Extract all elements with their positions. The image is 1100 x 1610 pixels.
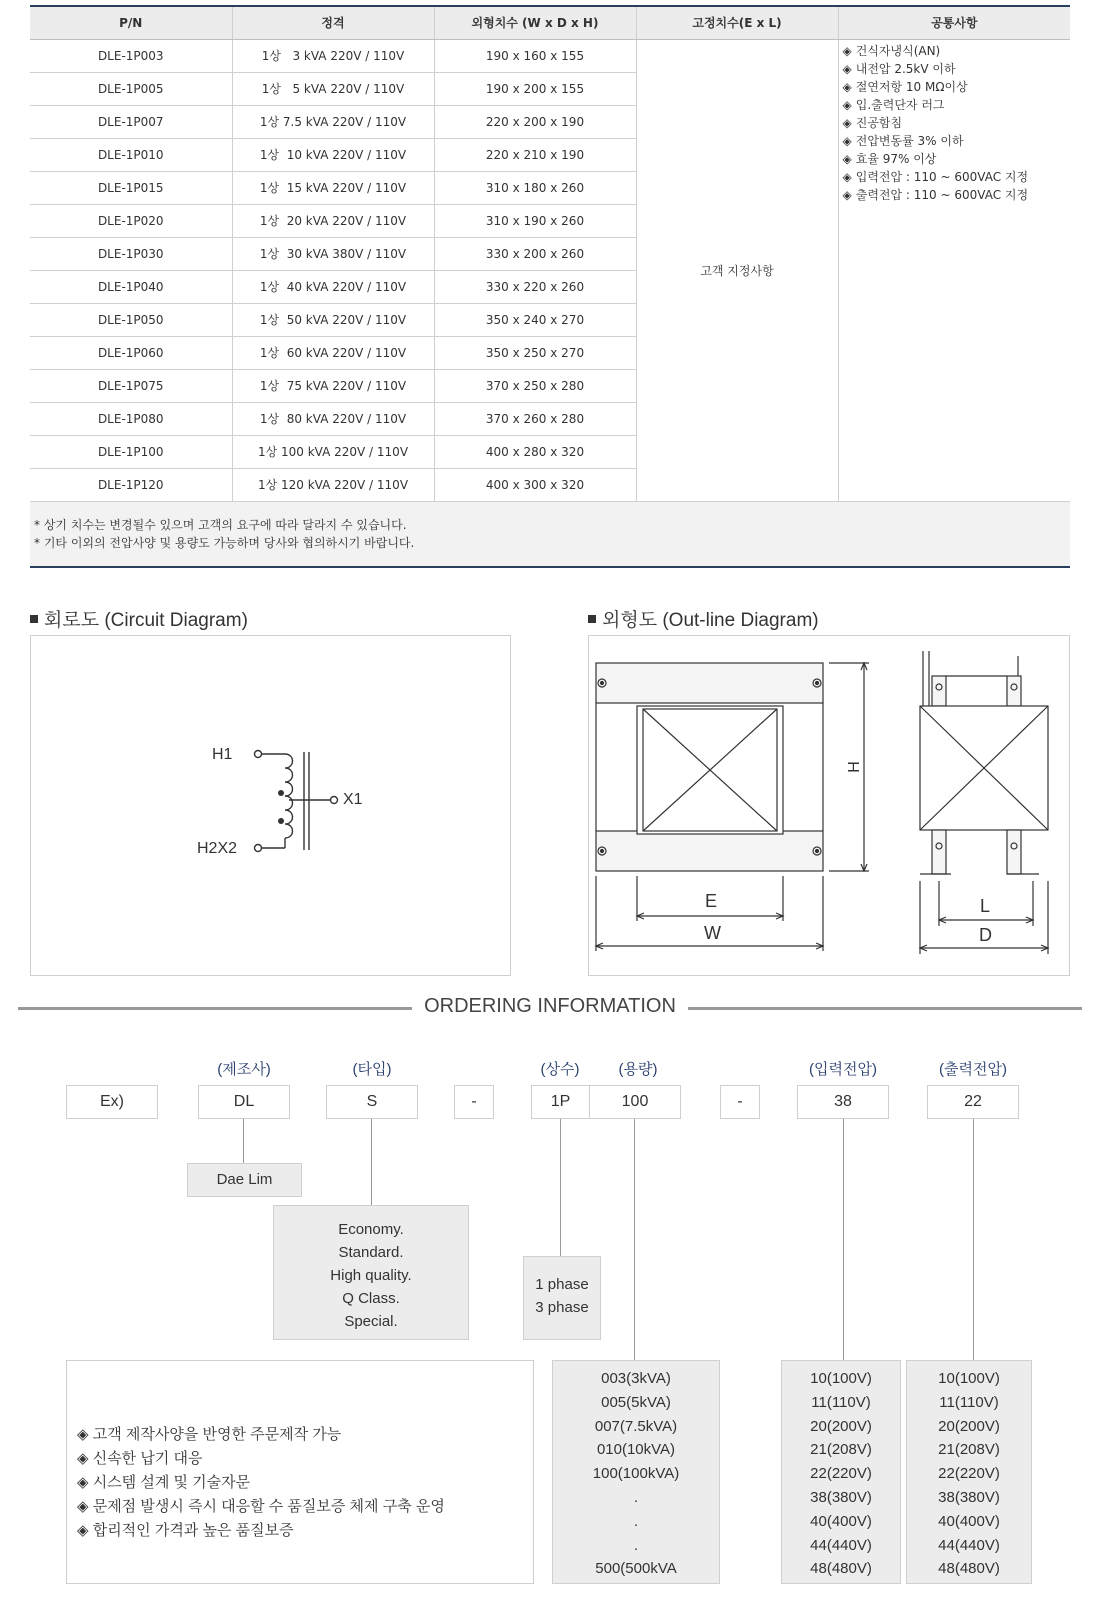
cell-pn: DLE-1P060 (30, 336, 232, 369)
diamond-bullet-icon: ◈ (842, 61, 852, 76)
input-voltage-list-box (781, 1360, 901, 1584)
input-voltage-item: 48(480V) (810, 1560, 872, 1578)
output-voltage-item: 44(440V) (938, 1536, 1000, 1554)
diamond-bullet-icon: ◈ (842, 97, 852, 112)
cell-dimensions: 310 x 180 x 260 (434, 171, 636, 204)
diamond-bullet-icon: ◈ (842, 133, 852, 148)
cell-common (838, 39, 1070, 501)
code-dash: - (454, 1085, 494, 1119)
cell-pn: DLE-1P100 (30, 435, 232, 468)
label-l: L (980, 896, 991, 916)
h2x2-terminal-icon (255, 845, 262, 852)
feature-item: ◈ 시스템 설계 및 기술자문 (77, 1474, 251, 1491)
primary-coil-icon (285, 754, 293, 796)
cell-dimensions: 350 x 240 x 270 (434, 303, 636, 336)
common-item (843, 60, 1071, 78)
cell-rating: 1상 3 kVA 220V / 110V (232, 39, 434, 72)
features-box (66, 1360, 534, 1584)
input-voltage-item: 44(440V) (810, 1536, 872, 1554)
cell-fixed-dimensions: 고객 지정사항 (636, 39, 838, 501)
ordering-title (0, 995, 1100, 1018)
cell-dimensions: 350 x 250 x 270 (434, 336, 636, 369)
label-input-voltage: (입력전압) (809, 1061, 877, 1078)
cell-rating: 1상 5 kVA 220V / 110V (232, 72, 434, 105)
output-voltage-item: 38(380V) (938, 1488, 1000, 1506)
feature-item: ◈ 신속한 납기 대응 (77, 1450, 203, 1467)
label-h1: H1 (212, 746, 233, 763)
circuit-diagram-box (30, 635, 511, 976)
capacity-item: 100(100kVA) (592, 1465, 680, 1483)
output-voltage-item: 21(208V) (938, 1441, 1000, 1459)
cell-dimensions: 370 x 250 x 280 (434, 369, 636, 402)
type-list-box (273, 1205, 469, 1340)
cell-pn: DLE-1P040 (30, 270, 232, 303)
type-item: Economy. (338, 1221, 404, 1238)
capacity-item: 007(7.5kVA) (594, 1417, 678, 1435)
side-bracket-icon (1007, 676, 1021, 706)
capacity-item: 003(3kVA) (601, 1370, 671, 1387)
header-common: 공통사항 (838, 6, 1070, 39)
spec-table (30, 5, 1070, 502)
common-item (843, 42, 1071, 60)
label-capacity: (용량) (618, 1061, 658, 1078)
common-item (843, 150, 1071, 168)
square-bullet-icon (30, 615, 38, 623)
phase-item: 3 phase (535, 1299, 589, 1316)
label-maker: (제조사) (217, 1061, 271, 1078)
diamond-bullet-icon: ◈ (842, 187, 852, 202)
cell-rating: 1상 7.5 kVA 220V / 110V (232, 105, 434, 138)
code-maker: DL (198, 1085, 290, 1119)
cell-pn: DLE-1P030 (30, 237, 232, 270)
input-voltage-item: 20(200V) (810, 1417, 872, 1435)
cell-rating: 1상 50 kVA 220V / 110V (232, 303, 434, 336)
table-header-row (30, 6, 1070, 39)
phase-item: 1 phase (535, 1276, 589, 1293)
capacity-list-box (552, 1360, 720, 1584)
capacity-item: . (633, 1536, 639, 1554)
type-item: Special. (344, 1313, 398, 1330)
cell-pn: DLE-1P005 (30, 72, 232, 105)
common-item-text: 효율 97% 이상 (855, 151, 937, 166)
connector-line (843, 1119, 844, 1360)
common-item-text: 출력전압 : 110 ~ 600VAC 지정 (855, 187, 1029, 202)
label-d: D (979, 925, 992, 945)
capacity-item: 010(10kVA) (596, 1441, 676, 1459)
x1-terminal-icon (331, 797, 338, 804)
maker-name-box (187, 1163, 302, 1197)
common-item (843, 168, 1071, 186)
outline-diagram-svg (589, 636, 1071, 977)
label-e: E (705, 891, 718, 911)
type-item: Standard. (338, 1244, 404, 1261)
ordering-title-text: ORDERING INFORMATION (412, 995, 688, 1017)
common-item-text: 입.출력단자 러그 (855, 97, 945, 112)
header-rating: 정격 (232, 6, 434, 39)
common-item-text: 절연저항 10 MΩ이상 (855, 79, 968, 94)
note-line: * 기타 이외의 전압사양 및 용량도 가능하며 당사와 협의하시기 바랍니다. (34, 536, 415, 550)
square-bullet-icon (588, 615, 596, 623)
connector-line (243, 1119, 244, 1163)
output-voltage-item: 20(200V) (938, 1417, 1000, 1435)
output-voltage-item: 22(220V) (938, 1465, 1000, 1483)
cell-dimensions: 220 x 210 x 190 (434, 138, 636, 171)
cell-pn: DLE-1P010 (30, 138, 232, 171)
capacity-item: . (633, 1488, 639, 1506)
output-voltage-list-box (906, 1360, 1032, 1584)
code-phase: 1P (531, 1085, 590, 1119)
common-item-text: 전압변동률 3% 이하 (855, 133, 964, 148)
label-h2x2: H2X2 (197, 840, 238, 857)
note-line: * 상기 치수는 변경될수 있으며 고객의 요구에 따라 달라지 수 있습니다. (34, 518, 407, 532)
circuit-section-title (30, 605, 248, 632)
cell-rating: 1상 60 kVA 220V / 110V (232, 336, 434, 369)
cell-pn: DLE-1P020 (30, 204, 232, 237)
common-item (843, 78, 1071, 96)
header-pn: P/N (30, 6, 232, 39)
cell-dimensions: 190 x 200 x 155 (434, 72, 636, 105)
code-ex: Ex) (66, 1085, 158, 1119)
label-phase: (상수) (540, 1061, 580, 1078)
cell-dimensions: 400 x 300 x 320 (434, 468, 636, 501)
common-item (843, 114, 1071, 132)
input-voltage-item: 10(100V) (810, 1370, 872, 1387)
diamond-bullet-icon: ◈ (842, 43, 852, 58)
feature-item: ◈ 문제점 발생시 즉시 대응할 수 품질보증 체제 구축 운영 (77, 1498, 445, 1515)
common-item-text: 내전압 2.5kV 이하 (855, 61, 956, 76)
table-row (30, 39, 1070, 72)
maker-name: Dae Lim (216, 1171, 273, 1188)
header-dimensions: 외형치수 (W x D x H) (434, 6, 636, 39)
cell-rating: 1상 80 kVA 220V / 110V (232, 402, 434, 435)
bottom-bracket-icon (596, 831, 823, 871)
cell-rating: 1상 75 kVA 220V / 110V (232, 369, 434, 402)
label-h: H (845, 761, 863, 773)
cell-rating: 1상 10 kVA 220V / 110V (232, 138, 434, 171)
capacity-item: 500(500kVA (595, 1560, 677, 1578)
header-fixed-dimensions: 고정치수(E x L) (636, 6, 838, 39)
common-item (843, 186, 1071, 204)
cell-dimensions: 190 x 160 x 155 (434, 39, 636, 72)
cell-rating: 1상 40 kVA 220V / 110V (232, 270, 434, 303)
common-item-text: 입력전압 : 110 ~ 600VAC 지정 (855, 169, 1029, 184)
feature-item: ◈ 합리적인 가격과 높은 품질보증 (77, 1522, 294, 1539)
outline-diagram-box (588, 635, 1070, 976)
cell-pn: DLE-1P003 (30, 39, 232, 72)
code-dash: - (720, 1085, 760, 1119)
feature-item: ◈ 고객 제작사양을 반영한 주문제작 가능 (77, 1426, 342, 1443)
input-voltage-item: 21(208V) (810, 1441, 872, 1459)
code-capacity: 100 (590, 1085, 681, 1119)
capacity-item: . (633, 1512, 639, 1530)
cell-dimensions: 370 x 260 x 280 (434, 402, 636, 435)
side-bracket-icon (932, 676, 946, 706)
cell-rating: 1상 15 kVA 220V / 110V (232, 171, 434, 204)
common-item (843, 96, 1071, 114)
label-type: (타입) (352, 1061, 392, 1078)
input-voltage-item: 40(400V) (810, 1512, 872, 1530)
common-item-text: 건식자냉식(AN) (855, 43, 941, 58)
top-bracket-icon (596, 663, 823, 703)
cell-dimensions: 220 x 200 x 190 (434, 105, 636, 138)
input-voltage-item: 22(220V) (810, 1465, 872, 1483)
label-x1: X1 (343, 791, 363, 808)
cell-pn: DLE-1P015 (30, 171, 232, 204)
diamond-bullet-icon: ◈ (842, 151, 852, 166)
diamond-bullet-icon: ◈ (842, 169, 852, 184)
capacity-item: 005(5kVA) (601, 1393, 671, 1411)
diamond-bullet-icon: ◈ (842, 115, 852, 130)
output-voltage-item: 10(100V) (938, 1370, 1000, 1387)
polarity-dot-icon (278, 790, 284, 796)
cell-pn: DLE-1P075 (30, 369, 232, 402)
output-voltage-item: 40(400V) (938, 1512, 1000, 1530)
type-item: Q Class. (342, 1290, 400, 1307)
outline-title-text: 외형도 (Out-line Diagram) (602, 610, 819, 631)
circuit-diagram-svg (31, 636, 512, 977)
cell-pn: DLE-1P120 (30, 468, 232, 501)
cell-dimensions: 330 x 200 x 260 (434, 237, 636, 270)
polarity-dot-icon (278, 818, 284, 824)
cell-rating: 1상 100 kVA 220V / 110V (232, 435, 434, 468)
cell-rating: 1상 120 kVA 220V / 110V (232, 468, 434, 501)
input-voltage-item: 11(110V) (811, 1393, 871, 1411)
common-item (843, 132, 1071, 150)
label-w: W (704, 923, 721, 943)
cell-pn: DLE-1P007 (30, 105, 232, 138)
cell-dimensions: 400 x 280 x 320 (434, 435, 636, 468)
table-body (30, 39, 1070, 501)
phase-list-box (523, 1256, 601, 1340)
code-type: S (326, 1085, 418, 1119)
code-output-voltage: 22 (927, 1085, 1019, 1119)
outline-section-title (588, 605, 819, 632)
cell-rating: 1상 30 kVA 380V / 110V (232, 237, 434, 270)
common-item-text: 진공함침 (855, 115, 903, 130)
connector-line (973, 1119, 974, 1360)
cell-dimensions: 330 x 220 x 260 (434, 270, 636, 303)
diamond-bullet-icon: ◈ (842, 79, 852, 94)
output-voltage-item: 11(110V) (939, 1393, 999, 1411)
h1-terminal-icon (255, 751, 262, 758)
output-voltage-item: 48(480V) (938, 1560, 1000, 1578)
input-voltage-item: 38(380V) (810, 1488, 872, 1506)
label-output-voltage: (출력전압) (939, 1061, 1007, 1078)
notes-box (30, 502, 1070, 568)
cell-dimensions: 310 x 190 x 260 (434, 204, 636, 237)
connector-line (560, 1119, 561, 1256)
cell-pn: DLE-1P050 (30, 303, 232, 336)
secondary-coil-icon (285, 796, 293, 838)
circuit-title-text: 회로도 (Circuit Diagram) (44, 610, 248, 631)
cell-pn: DLE-1P080 (30, 402, 232, 435)
code-input-voltage: 38 (797, 1085, 889, 1119)
type-item: High quality. (330, 1267, 412, 1284)
connector-line (371, 1119, 372, 1205)
cell-rating: 1상 20 kVA 220V / 110V (232, 204, 434, 237)
connector-line (634, 1119, 635, 1360)
